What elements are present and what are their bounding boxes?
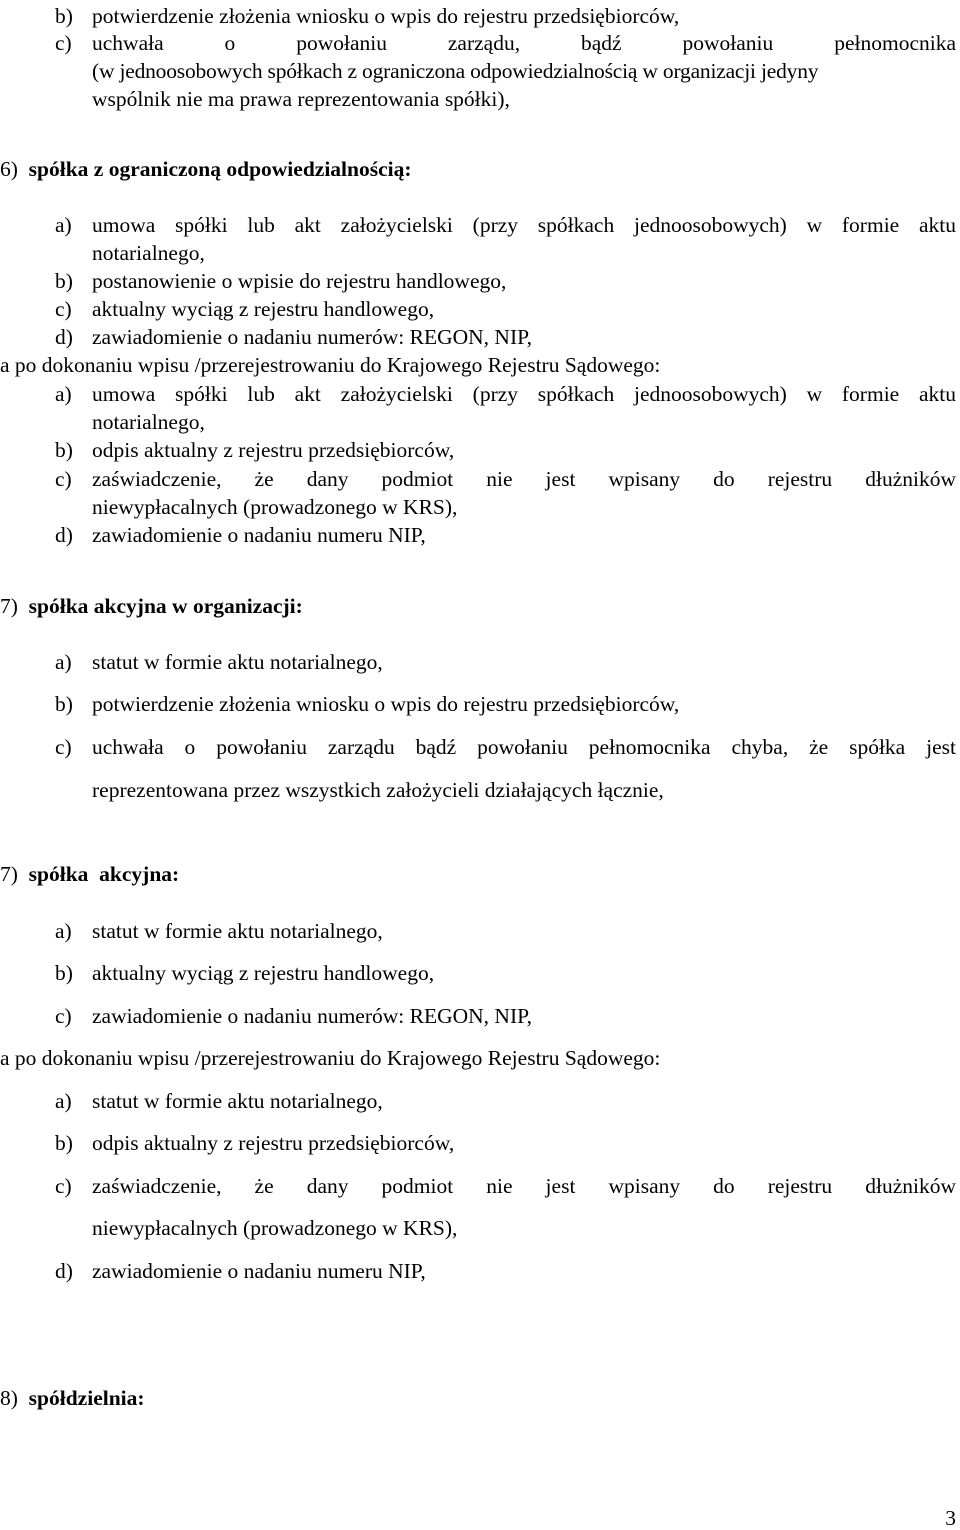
item-label: d): [55, 325, 73, 349]
item-text: zaświadczenie, że dany podmiot nie jest wpisany do rejestru dłużników: [92, 467, 956, 491]
section-heading: 6) spółka z ograniczoną odpowiedzialnością:: [0, 157, 412, 181]
item-text: zawiadomienie o nadaniu numerów: REGON, NIP,: [92, 325, 533, 349]
item-label: c): [55, 297, 72, 321]
item-text: (w jednoosobowych spółkach z ograniczona odpowiedzialnością w organizacji jedyny: [92, 59, 819, 83]
item-label: c): [55, 735, 72, 759]
item-text: zawiadomienie o nadaniu numerów: REGON, NIP,: [92, 1004, 533, 1028]
item-text: umowa spółki lub akt założycielski (przy spółkach jednoosobowych) w formie aktu: [92, 213, 956, 237]
item-text: umowa spółki lub akt założycielski (przy spółkach jednoosobowych) w formie aktu: [92, 382, 956, 406]
item-label: b): [55, 4, 73, 28]
item-label: b): [55, 961, 73, 985]
item-text: statut w formie aktu notarialnego,: [92, 650, 383, 674]
item-text: uchwała o powołaniu zarządu bądź powołaniu pełnomocnika chyba, że spółka jest: [92, 735, 956, 759]
item-text: reprezentowana przez wszystkich założycieli działających łącznie,: [92, 778, 664, 802]
item-label: c): [55, 467, 72, 491]
item-text: niewypłacalnych (prowadzonego w KRS),: [92, 1216, 458, 1240]
item-label: a): [55, 919, 72, 943]
item-text: postanowienie o wpisie do rejestru handlowego,: [92, 269, 507, 293]
item-label: d): [55, 1259, 73, 1283]
item-label: a): [55, 650, 72, 674]
item-label: d): [55, 523, 73, 547]
item-text: notarialnego,: [92, 241, 205, 265]
section-heading: 7) spółka akcyjna:: [0, 862, 180, 886]
item-text: statut w formie aktu notarialnego,: [92, 919, 383, 943]
item-label: c): [55, 1174, 72, 1198]
item-label: c): [55, 1004, 72, 1028]
item-text: odpis aktualny z rejestru przedsiębiorców,: [92, 1131, 455, 1155]
item-label: a): [55, 1089, 72, 1113]
item-text: aktualny wyciąg z rejestru handlowego,: [92, 297, 435, 321]
item-text: zawiadomienie o nadaniu numeru NIP,: [92, 523, 426, 547]
subsection-heading: a po dokonaniu wpisu /przerejestrowaniu do Krajowego Rejestru Sądowego:: [0, 353, 661, 377]
item-label: a): [55, 382, 72, 406]
item-label: c): [55, 31, 72, 55]
subsection-heading: a po dokonaniu wpisu /przerejestrowaniu do Krajowego Rejestru Sądowego:: [0, 1046, 661, 1070]
item-text: zaświadczenie, że dany podmiot nie jest wpisany do rejestru dłużników: [92, 1174, 956, 1198]
section-heading: 8) spółdzielnia:: [0, 1386, 145, 1410]
item-label: b): [55, 269, 73, 293]
item-text: potwierdzenie złożenia wniosku o wpis do rejestru przedsiębiorców,: [92, 4, 680, 28]
item-text: notarialnego,: [92, 410, 205, 434]
item-label: b): [55, 438, 73, 462]
page-number: 3: [945, 1506, 956, 1530]
item-label: a): [55, 213, 72, 237]
section-heading: 7) spółka akcyjna w organizacji:: [0, 594, 303, 618]
item-label: b): [55, 1131, 73, 1155]
item-text: zawiadomienie o nadaniu numeru NIP,: [92, 1259, 426, 1283]
item-label: b): [55, 692, 73, 716]
item-text: niewypłacalnych (prowadzonego w KRS),: [92, 495, 458, 519]
item-text: odpis aktualny z rejestru przedsiębiorców,: [92, 438, 455, 462]
item-text: wspólnik nie ma prawa reprezentowania spółki),: [92, 87, 510, 111]
item-text: statut w formie aktu notarialnego,: [92, 1089, 383, 1113]
item-text: uchwała o powołaniu zarządu, bądź powołaniu pełnomocnika: [92, 31, 956, 55]
item-text: potwierdzenie złożenia wniosku o wpis do rejestru przedsiębiorców,: [92, 692, 680, 716]
item-text: aktualny wyciąg z rejestru handlowego,: [92, 961, 435, 985]
